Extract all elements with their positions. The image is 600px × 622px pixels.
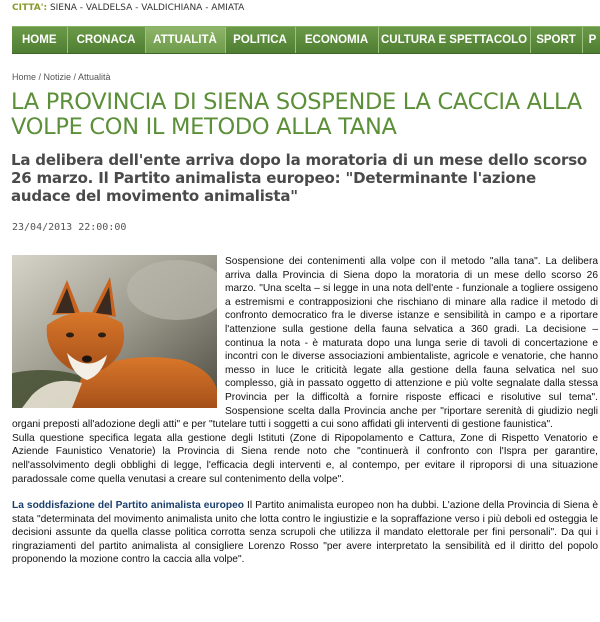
nav-item-attualita[interactable]: ATTUALITÀ (146, 27, 226, 53)
fox-photo (12, 255, 217, 408)
city-list[interactable]: SIENA - VALDELSA - VALDICHIANA - AMIATA (49, 3, 245, 13)
article-title: LA PROVINCIA DI SIENA SOSPENDE LA CACCIA ALLA VOLPE CON IL METODO ALLA TANA (11, 89, 582, 140)
nav-item-sport[interactable]: SPORT (531, 27, 583, 53)
nav-item-cultura-e-spettacolo[interactable]: CULTURA E SPETTACOLO (379, 27, 531, 53)
fox-image (12, 255, 217, 408)
article-paragraph: Sospensione dei contenimenti alla volpe con il metodo "alla tana". La delibera arriva dalla Provincia di Siena dopo la moratoria di un mese dello scorso 26 marzo. "Una scelta – si legge in una nota dell'ente - funzionale a togliere ossigeno a estremismi e contrapposizioni che rischiano di minare alla radice il metodo di confronto democratico fra le diverse istanze e sensibilità in campo e a riportare l'attenzione sulla gestione della fauna selvatica a 360 gradi. La decisione – continua la nota - è maturata dopo una lunga serie di tavoli di concertazione e incontri con le diverse associazioni ambientaliste, agricole e venatorie, che hanno messo in luce le criticità legate alla gestione della fauna selvatica nel suo complesso, già in passato oggetto di attenzione e più volte segnalate dalla stessa Provincia per la difficoltà a fornire risposte efficaci e risolutive sul tema". Sospensione scelta dalla Provincia anche per "riportare serenità di giudizio negli organi preposti all'adozione degli atti" e per "tutelare tutti i soggetti a cui sono affidati gli interventi di gestione faunistica". (12, 256, 598, 431)
nav-item-home[interactable]: HOME (12, 27, 68, 53)
article-paragraph: Sulla questione specifica legata alla gestione degli Istituti (Zone di Ripopolamento e Cattura, Zone di Rispetto Venatorio e Aziende Faunistico Venatorie) la Provincia di Siena rende noto che "continuerà il confronto con l'Ispra per garantire, nell'assolvimento degli obblighi di legge, l'efficacia degli interventi e, al contempo, per evitare il riproporsi di una situazione paradossale come quella venutasi a creare sul contenimento della volpe". (12, 432, 598, 485)
paragraph-text: Il Partito animalista europeo non ha dubbi. L'azione della Provincia di Siena è stata "determinata del movimento animalista unito che lotta contro le ingiustizie e la sopraffazione verso i più deboli ed osteggia le decisioni assunte da quella classe politica corrotta senza scrupoli che utilizza il mandato elettorale per fini personali". Da qui i ringraziamenti del partito animalista al consigliere Lorenzo Rosso "per avere interpretato la sensibilità ed il diritto del popolo proponendo la mozione contro la caccia alla volpe". (12, 500, 598, 566)
article-date: 23/04/2013 22:00:00 (12, 222, 127, 233)
city-bar (12, 3, 244, 13)
nav-item-politica[interactable]: POLITICA (226, 27, 296, 53)
breadcrumb[interactable]: Home / Notizie / Attualità (12, 72, 111, 82)
main-nav (12, 26, 600, 54)
city-label: CITTA': (12, 3, 48, 13)
article-body (12, 255, 598, 567)
article-paragraph (12, 499, 598, 567)
paragraph-lead: La soddisfazione del Partito animalista europeo (12, 500, 244, 512)
nav-item-economia[interactable]: ECONOMIA (296, 27, 379, 53)
nav-item-partial[interactable]: P (588, 34, 597, 46)
nav-item-cronaca[interactable]: CRONACA (68, 27, 146, 53)
article-subtitle: La delibera dell'ente arriva dopo la moratoria di un mese dello scorso 26 marzo. Il Partito animalista europeo: "Determinante l'azione audace del movimento animalista" (11, 151, 588, 205)
